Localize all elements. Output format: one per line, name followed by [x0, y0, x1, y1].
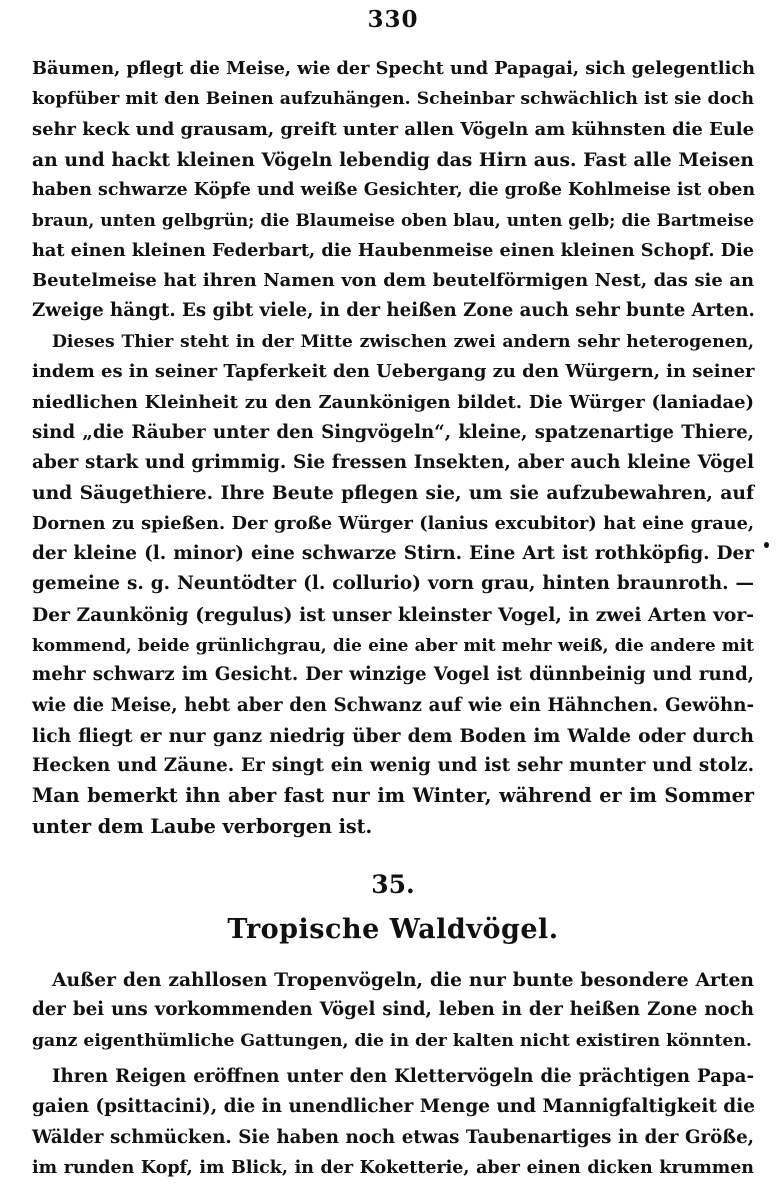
text-line: der kleine (l. minor) eine schwarze Stirn. Eine Art ist rothköpfig. Der — [32, 543, 754, 565]
text-line: Der Zaunkönig (regulus) ist unser kleinster Vogel, in zwei Arten vor- — [32, 603, 754, 626]
text-line: haben schwarze Köpfe und weiße Gesichter, die große Kohlmeise ist oben — [32, 180, 756, 201]
text-line: Bäumen, pflegt die Meise, wie der Specht und Papagai, sich gelegentlich — [32, 58, 755, 79]
text-line: wie die Meise, hebt aber den Schwanz auf wie ein Hähnchen. Gewöhn- — [32, 694, 754, 716]
text-line: sehr keck und grausam, greift unter allen Vögeln am kühnsten die Eule — [32, 118, 755, 140]
section-title: Tropische Waldvögel. — [227, 914, 559, 945]
book-page — [32, 0, 754, 1200]
text-line: und Säugethiere. Ihre Beute pflegen sie, um sie aufzubewahren, auf — [32, 482, 754, 505]
text-line: Beutelmeise hat ihren Namen von dem beutelförmigen Nest, das sie an — [32, 270, 754, 292]
text-line: Dornen zu spießen. Der große Würger (lanius excubitor) hat eine graue, — [32, 512, 754, 534]
text-line: im runden Kopf, im Blick, in der Koketterie, aber einen dicken krummen — [32, 1157, 754, 1178]
text-line: der bei uns vorkommenden Vögel sind, leben in der heißen Zone noch — [32, 999, 754, 1021]
text-line: lich fliegt er nur ganz niedrig über dem Boden im Walde oder durch — [32, 724, 754, 747]
paragraph-meise — [32, 54, 754, 327]
text-line: niedlichen Kleinheit zu den Zaunkönigen bildet. Die Würger (laniadae) — [32, 391, 754, 413]
text-line: mehr schwarz im Gesicht. Der winzige Vogel ist dünnbeinig und rund, — [32, 664, 754, 686]
page-number: 330 — [367, 6, 419, 33]
text-line: braun, unten gelbgrün; die Blaumeise oben blau, unten gelb; die Bartmeise — [32, 210, 754, 231]
text-line: Ihren Reigen eröffnen unter den Klettervögeln die prächtigen Papa- — [52, 1066, 754, 1087]
text-line: sind „die Räuber unter den Singvögeln“, kleine, spatzenartige Thiere, — [32, 421, 754, 443]
paragraph-papagaien — [32, 1062, 754, 1183]
text-line: aber stark und grimmig. Sie fressen Insekten, aber auch kleine Vögel — [32, 452, 754, 474]
text-line: indem es in seiner Tapferkeit den Uebergang zu den Würgern, in seiner — [32, 361, 755, 383]
text-line: gemeine s. g. Neuntödter (l. collurio) vorn grau, hinten braunroth. — — [32, 573, 754, 595]
text-line: Man bemerkt ihn aber fast nur im Winter, während er im Sommer — [32, 784, 754, 808]
text-line: kommend, beide grünlichgrau, die eine aber mit mehr weiß, die andere mit — [32, 634, 754, 655]
text-line: an und hackt kleinen Vögeln lebendig das Hirn aus. Fast alle Meisen — [32, 148, 754, 171]
text-line: hat einen kleinen Federbart, die Haubenmeise einen kleinen Schopf. Die — [32, 239, 754, 261]
text-line: Zweige hängt. Es gibt viele, in der heißen Zone auch sehr bunte Arten. — [32, 300, 755, 322]
paragraph-tropenvoegel — [32, 965, 754, 1056]
paragraph-wuerger-zaunkoenig — [32, 327, 754, 842]
section-number: 35. — [371, 870, 415, 899]
text-line: ganz eigenthümliche Gattungen, die in der kalten nicht existiren könnten. — [32, 1030, 752, 1051]
text-line: Wälder schmücken. Sie haben noch etwas Taubenartiges in der Größe, — [32, 1126, 754, 1148]
text-line: Dieses Thier steht in der Mitte zwischen zwei andern sehr heterogenen, — [52, 332, 754, 352]
text-line: Außer den zahllosen Tropenvögeln, die nur bunte besondere Arten — [52, 969, 754, 991]
text-line: Hecken und Zäune. Er singt ein wenig und ist sehr munter und stolz. — [32, 755, 754, 777]
text-line: unter dem Laube verborgen ist. — [32, 814, 373, 838]
text-line: kopfüber mit den Beinen aufzuhängen. Scheinbar schwächlich ist sie doch — [32, 89, 754, 110]
text-line: gaien (psittacini), die in unendlicher Menge und Mannigfaltigkeit die — [32, 1096, 755, 1118]
ink-speck — [764, 542, 769, 548]
